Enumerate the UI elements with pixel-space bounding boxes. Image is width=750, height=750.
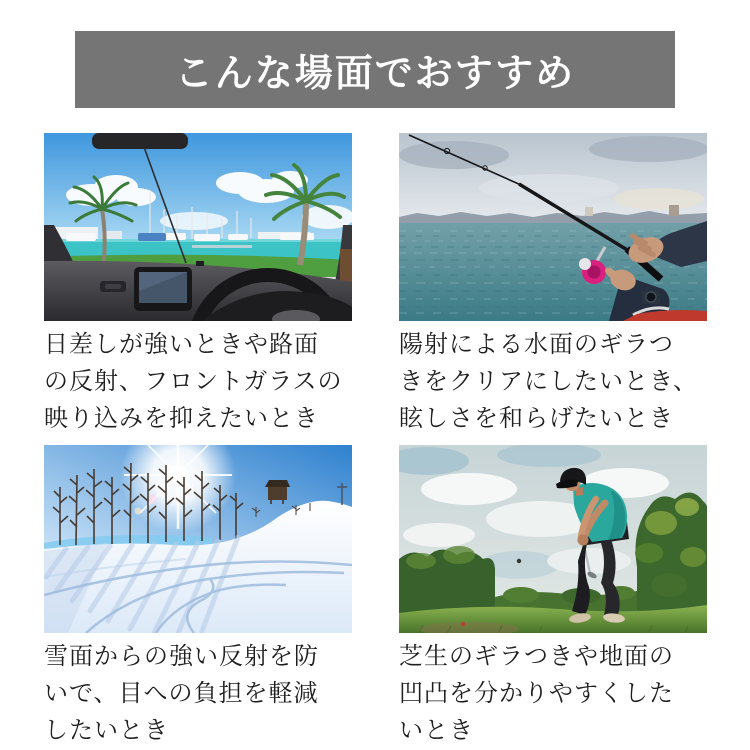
section-title-banner bbox=[75, 31, 675, 108]
snow-caption bbox=[44, 638, 352, 749]
caption-line: 凹凸を分かりやすくした bbox=[399, 680, 674, 707]
driving-caption bbox=[44, 326, 352, 437]
caption-line: 日差しが強いときや路面 bbox=[44, 331, 319, 358]
caption-line: 陽射による水面のギラつ bbox=[399, 331, 674, 358]
caption-line: 映り込みを抑えたいとき bbox=[44, 405, 319, 432]
snow-scene-photo bbox=[44, 445, 352, 633]
driving-scene-photo bbox=[44, 133, 352, 321]
caption-line: の反射、フロントガラスの bbox=[44, 368, 343, 395]
scene-card-golf bbox=[399, 445, 707, 749]
caption-line: したいとき bbox=[44, 717, 169, 744]
golfer-swing-illustration bbox=[399, 445, 707, 633]
caption-line: きをクリアにしたいとき、 bbox=[399, 368, 699, 395]
scene-card-snow bbox=[44, 445, 352, 749]
golf-caption bbox=[399, 638, 707, 749]
fishing-scene-photo bbox=[399, 133, 707, 321]
car-windshield-illustration bbox=[44, 133, 352, 321]
snowfield-sun-illustration bbox=[44, 445, 352, 633]
caption-line: 眩しさを和らげたいとき bbox=[399, 405, 674, 432]
caption-line: 芝生のギラつきや地面の bbox=[399, 643, 674, 670]
fishing-caption bbox=[399, 326, 707, 437]
scene-card-driving bbox=[44, 133, 352, 437]
caption-line: いとき bbox=[399, 717, 474, 744]
golf-scene-photo bbox=[399, 445, 707, 633]
fishing-rod-sea-illustration bbox=[399, 133, 707, 321]
section-title: こんな場面でおすすめ bbox=[174, 53, 576, 95]
caption-line: 雪面からの強い反射を防 bbox=[44, 643, 319, 670]
caption-line: いで、目への負担を軽減 bbox=[44, 680, 319, 707]
scene-card-fishing bbox=[399, 133, 707, 437]
